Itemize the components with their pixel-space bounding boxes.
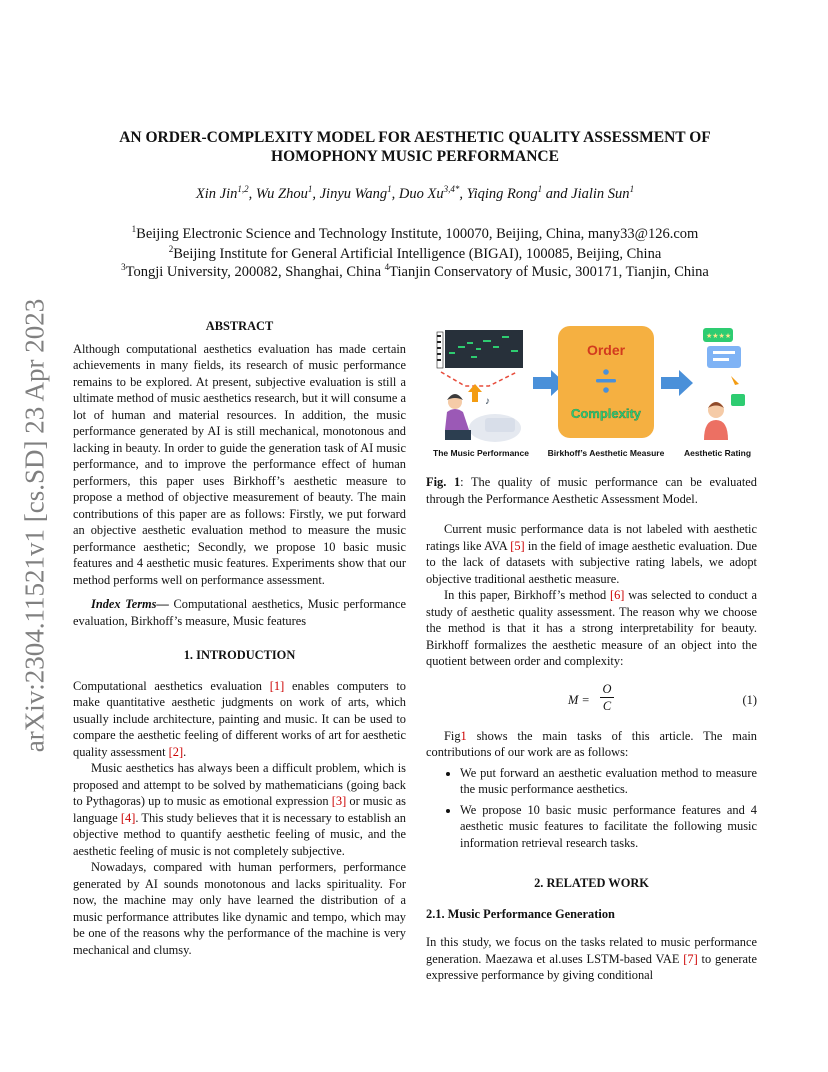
equation-1 bbox=[426, 678, 757, 722]
citation-link[interactable]: [4] bbox=[120, 810, 136, 825]
figure-label-performance: The Music Performance bbox=[433, 448, 529, 458]
right-column bbox=[426, 474, 757, 984]
author-sup: 1,2 bbox=[237, 184, 249, 194]
author-sup: 1 bbox=[307, 184, 313, 194]
svg-text:♪: ♪ bbox=[485, 396, 490, 407]
intro-heading: 1. INTRODUCTION bbox=[183, 648, 296, 662]
author-sup: 1 bbox=[387, 184, 392, 194]
author-name: Xin Jin bbox=[195, 185, 238, 202]
contributions-list bbox=[426, 765, 757, 852]
author-sup: 1 bbox=[537, 184, 543, 194]
arrow-icon bbox=[661, 370, 693, 396]
paper-title bbox=[70, 128, 760, 166]
affiliation-text: Tianjin Conservatory of Music, 300171, Tianjin, China bbox=[389, 263, 709, 280]
affiliation-text: Beijing Electronic Science and Technology Institute, 100070, Beijing, China, many33@126.com bbox=[136, 225, 699, 242]
abstract-text: Although computational aesthetics evaluation has made certain achievements in many fields, its research of music performance remains to be explored. At present, subjective evaluation is still a ultimate method of music aesthetics research, but it will consume a lot of human and material resources. In addition, the music performance generated by AI is still mechanical, monotonous and lacking in beauty. In order to guide the generation task of AI music performance, and to improve the performance effect of human performers, this paper uses Birkhoff’s aesthetic measure to propose a method of objective measurement of beauty. The main contributions of this paper are as follows: Firstly, we put forward an objective aesthetic evaluation method to measure the music performance aesthetic; Secondly, we propose 10 basic music features and 4 aesthetic music features. Experiments show that our method performs well on performance assessment. bbox=[73, 341, 406, 587]
left-column bbox=[73, 318, 406, 958]
figure-label-measure: Birkhoff’s Aesthetic Measure bbox=[547, 448, 665, 458]
equation-numerator: O bbox=[600, 682, 614, 698]
figure-1 bbox=[425, 322, 760, 462]
author-name: Wu Zhou bbox=[255, 185, 308, 202]
caption-text: : The quality of music performance can be evaluated through the Performance Aesthetic Assessment Model. bbox=[426, 475, 757, 506]
equation-fraction bbox=[600, 682, 614, 714]
affiliation-text: Tongji University, 200082, Shanghai, China bbox=[125, 263, 385, 280]
related-work-heading: 2. RELATED WORK bbox=[534, 876, 649, 890]
affiliation-3-4: $^3$Tongji University, 200082, Shanghai, China $^4$Tianjin Conservatory of Music, 300171, Tianjin, China bbox=[121, 262, 709, 280]
figure-1-illustration bbox=[425, 322, 760, 462]
equation-lhs: M = bbox=[568, 692, 590, 707]
right-body-2: Fig1 shows the main tasks of this article. The main contributions of our work are as follows: bbox=[426, 728, 757, 759]
figure-label-rating: Aesthetic Rating bbox=[683, 448, 752, 458]
index-terms bbox=[73, 596, 406, 629]
list-item: • We put forward an aesthetic evaluation method to measure the music performance aesthetics. bbox=[460, 765, 757, 798]
affiliation-text: Beijing Institute for General Artificial Intelligence (BIGAI), 100085, Beijing, China bbox=[173, 245, 662, 262]
author-sup: 3,4* bbox=[443, 184, 460, 194]
index-terms-label: Index Terms— bbox=[91, 597, 169, 611]
authors: Xin Jin$^{1,2}$, Wu Zhou$^1$, Jinyu Wang$^1$, Duo $Xu^{3,4*}$, Yiqing Rong$^1$ and Jialin Sun$^1$ bbox=[195, 184, 635, 202]
affiliation-2: $^2$Beijing Institute for General Artificial Intelligence (BIGAI), 100085, Beijing, China bbox=[168, 244, 662, 262]
complexity-label: Complexity bbox=[570, 406, 642, 421]
equation-denominator: C bbox=[602, 698, 612, 713]
rating-icon bbox=[703, 328, 745, 440]
title-line-2: HOMOPHONY MUSIC PERFORMANCE bbox=[271, 148, 559, 165]
author-sup: 1 bbox=[629, 184, 635, 194]
citation-link[interactable]: [3] bbox=[331, 794, 347, 808]
list-item: • We propose 10 basic music performance features and 4 aesthetic music features to facilitate the following music information retrieval research tasks. bbox=[460, 802, 757, 852]
index-terms-text: Computational aesthetics, Music performance evaluation, Birkhoff’s measure, Music features bbox=[73, 597, 406, 628]
equation-number: (1) bbox=[742, 692, 757, 707]
citation-link[interactable]: [6] bbox=[609, 588, 625, 602]
citation-link[interactable]: [1] bbox=[269, 678, 285, 693]
citation-link[interactable]: [7] bbox=[683, 951, 698, 966]
caption-label: Fig. 1 bbox=[426, 475, 461, 489]
author-name: Jinyu Wang bbox=[319, 185, 388, 202]
right-body: Current music performance data is not labeled with aesthetic ratings like AVA [5] in the field of image aesthetic evaluation. Due to the lack of datasets with subjective rating labels, we adopt objective traditional aesthetic measure. In this paper, Birkhoff’s method [6] was selected to conduct a study of aesthetic quality assessment. The reason why we choose the method is that it has a strong interpretability for beauty. Birkhoff formalizes the aesthetic measure of an object into the quotient between order and complexity: bbox=[426, 522, 757, 668]
abstract-heading: ABSTRACT bbox=[205, 319, 274, 333]
citation-link[interactable]: [2] bbox=[168, 744, 184, 759]
pianist-icon bbox=[445, 394, 521, 442]
citation-link[interactable]: [5] bbox=[510, 538, 525, 553]
figure-caption bbox=[426, 474, 757, 507]
subsection-heading: 2.1. Music Performance Generation bbox=[426, 906, 615, 921]
piano-roll-icon bbox=[437, 330, 523, 368]
figure-link[interactable]: 1 bbox=[460, 728, 467, 743]
order-label: Order bbox=[586, 342, 626, 358]
author-name: Duo Xu bbox=[398, 185, 444, 202]
affiliation-1: $^1$Beijing Electronic Science and Technology Institute, 100070, Beijing, China, many33@126.com bbox=[131, 224, 699, 242]
svg-text:★★★★: ★★★★ bbox=[706, 332, 732, 340]
related-work-text: In this study, we focus on the tasks related to music performance generation. Maezawa et al.uses LSTM-based VAE [7] to generate expressive performance by giving conditional bbox=[426, 935, 757, 982]
intro-text: Computational aesthetics evaluation [1] enables computers to make quantitative aesthetic judgments on work of arts, which usually include architecture, painting and music. It can be used to compare the aesthetic feeling of different works of art for aesthetic quality assessment [2]. Music aesthetics has always been a difficult problem, which is proposed and attempt to be solved by mathematicians (going back to Pythagoras) up to music as emotional expression [3] or music as language [4]. This study believes that it is necessary to establish an objective method to quantify aesthetic feeling of music, and the aesthetic feeling of music is not completely subjective. Nowadays, compared with human performers, performance generated by AI sounds monotonous and lacks spirituality. For now, the machine may only have learned the distribution of a music performance attributes like dynamic and tempo, which may be one of the reasons why the performance of the machine is very mechanical and clumsy. bbox=[73, 678, 406, 957]
author-name: Jialin Sun bbox=[571, 185, 630, 202]
title-line-1: AN ORDER-COMPLEXITY MODEL FOR AESTHETIC QUALITY ASSESSMENT OF bbox=[119, 129, 711, 146]
arxiv-stamp: arXiv:2304.11521v1 [cs.SD] 23 Apr 2023 bbox=[19, 298, 50, 753]
author-name: Yiqing Rong bbox=[466, 185, 538, 202]
